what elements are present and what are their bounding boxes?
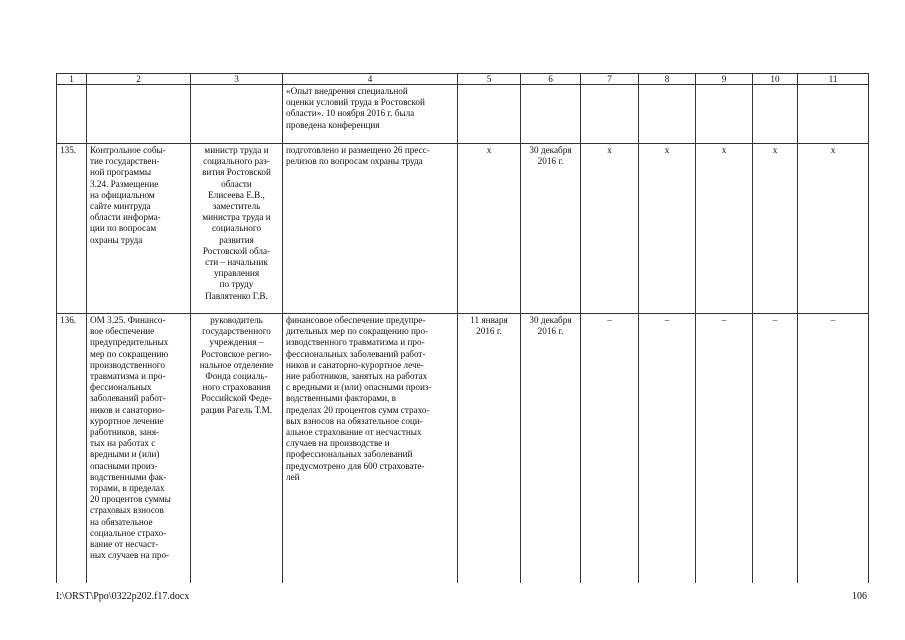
cell-name	[87, 85, 191, 144]
table-row-135	[57, 144, 869, 314]
cell-c7: –	[581, 314, 639, 584]
table-row-136	[57, 314, 869, 584]
cell-result: финансовое обеспечение предупре- дительных мер по сокращению про- изводственного травматизма и про- фессиональных заболеваний работ- ников и санаторно-курортное лече- ние работников, занятых на работах с вредными и (или) опасными произ- водственными факторами, в пределах 20 процентов сумм страхо- вых взносов на обязательное соци- альное страхование от несчастных случаев на производстве и профессиональных заболеваний предусмотрено для 600 страховате- лей	[283, 314, 458, 584]
cell-c5: х	[458, 144, 521, 314]
cell-c8: –	[639, 314, 696, 584]
cell-responsible: министр труда и социального раз- вития Ростовской области Елисеева Е.В., заместитель министра труда и социального развития Ростовской обла- сти – начальник управления по труду Павлятенко Г.В.	[191, 144, 283, 314]
cell-c6	[521, 85, 581, 144]
cell-c7: х	[581, 144, 639, 314]
cell-name: Контрольное собы- тие государствен- ной программы 3.24. Размещение на официальном сайте минтруда области информа- ции по вопросам охраны труда	[87, 144, 191, 314]
col-header-10: 10	[753, 74, 798, 85]
col-header-6: 6	[521, 74, 581, 85]
file-path: I:\ORST\Ppo\0322p202.f17.docx	[56, 591, 190, 602]
col-header-7: 7	[581, 74, 639, 85]
cell-c9: х	[696, 144, 753, 314]
cell-c11: –	[798, 314, 869, 584]
cell-c9	[696, 85, 753, 144]
cell-c11	[798, 85, 869, 144]
report-table	[56, 73, 869, 583]
cell-num	[57, 85, 87, 144]
cell-c5	[458, 85, 521, 144]
cell-c10: х	[753, 144, 798, 314]
cell-responsible: руководитель государственного учреждения – Ростовское регио- нальное отделение Фонда социаль- ного страхования Российской Феде- рации Рагель Т.М.	[191, 314, 283, 584]
cell-name: ОМ 3.25. Финансо- вое обеспечение предупредительных мер по сокращению производственного травматизма и про- фессиональных заболеваний работ- ников и санаторно- курортное лечение работников, заня- тых на работах с вредными и (или) опасными произ- водственными фак- торами, в пределах 20 процентов суммы страховых взносов на обязательное социальное страхо- вание от несчаст- ных случаев на про-	[87, 314, 191, 584]
cell-c10	[753, 85, 798, 144]
cell-num: 135.	[57, 144, 87, 314]
col-header-8: 8	[639, 74, 696, 85]
page-number: 106	[852, 591, 867, 602]
cell-c10: –	[753, 314, 798, 584]
cell-c9: –	[696, 314, 753, 584]
cell-c6: 30 декабря 2016 г.	[521, 314, 581, 584]
cell-result: «Опыт внедрения специальной оценки условий труда в Ростовской области». 10 ноября 2016 г. была проведена конференция	[283, 85, 458, 144]
col-header-9: 9	[696, 74, 753, 85]
cell-result: подготовлено и размещено 26 пресс- релизов по вопросам охраны труда	[283, 144, 458, 314]
cell-c7	[581, 85, 639, 144]
col-header-3: 3	[191, 74, 283, 85]
cell-c8	[639, 85, 696, 144]
cell-c8: х	[639, 144, 696, 314]
table-row-continuation	[57, 85, 869, 144]
col-header-1: 1	[57, 74, 87, 85]
cell-responsible	[191, 85, 283, 144]
col-header-4: 4	[283, 74, 458, 85]
cell-c6: 30 декабря 2016 г.	[521, 144, 581, 314]
cell-c11: х	[798, 144, 869, 314]
col-header-5: 5	[458, 74, 521, 85]
cell-c5: 11 января 2016 г.	[458, 314, 521, 584]
col-header-2: 2	[87, 74, 191, 85]
cell-num: 136.	[57, 314, 87, 584]
column-number-row	[57, 74, 869, 85]
col-header-11: 11	[798, 74, 869, 85]
